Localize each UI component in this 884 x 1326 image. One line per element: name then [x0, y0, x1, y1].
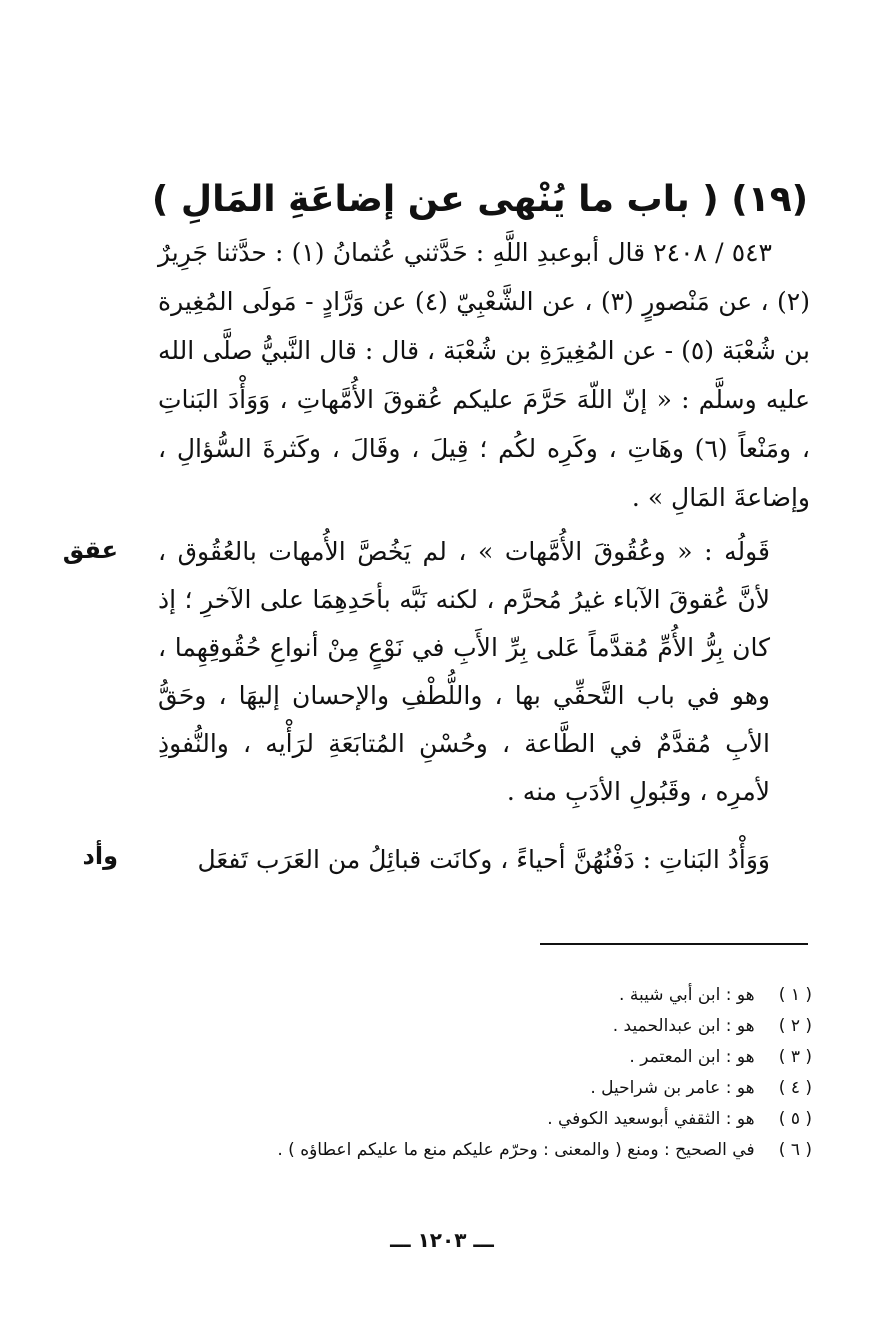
margin-keyword-wad: وأد	[82, 842, 118, 870]
footnote-text: هو : ابن المعتمر .	[629, 1047, 755, 1067]
commentary-text: قَولُه : « وعُقُوقَ الأُمَّهات » ، لم يَخُصَّ الأُمهات بالعُقُوق ، لأنَّ عُقوقَ الآباء غيرُ مُحرَّم ، لكنه نَبَّه بأحَدِهِمَا على الآخرِ ؛ إذ كان بِرُّ الأُمِّ مُقدَّماً عَلى بِرِّ الأَبِ في نَوْعٍ مِنْ أنواعِ حُقُوقِهِما ، وهو في باب التَّحفِّي بها ، واللُّطْفِ والإحسان إليهَا ، وحَقُّ الأبِ مُقدَّمٌ في الطَّاعة ، وحُسْنِ المُتابَعَةِ لرَأْيه ، والنُّفوذِ لأمرِه ، وقَبُولِ الأدَبِ منه .	[158, 537, 770, 806]
hadith-text	[158, 228, 810, 522]
footnote-item	[200, 1135, 812, 1166]
footnotes-list	[200, 980, 812, 1166]
footnote-divider	[540, 943, 808, 945]
commentary-paragraph-2	[158, 836, 770, 884]
hadith-paragraph: ٥٤٣ / ٢٤٠٨ قال أبوعبدِ اللَّهِ : حَدَّثني عُثمانُ (١) : حدَّثنا جَرِيرٌ (٢) ، عن مَنْصورٍ (٣) ، عن الشَّعْبِيّ (٤) عن وَرَّادٍ - مَولَى المُغِيرة بن شُعْبَة (٥) - عن المُغِيرَةِ بن شُعْبَة ، قال : قال النَّبيُّ صلَّى الله عليه وسلَّم : « إنّ اللّهَ حَرَّمَ عليكم عُقوقَ الأُمَّهاتِ ، وَوَأْدَ البَناتِ ، ومَنْعاً (٦) وهَاتِ ، وكَرِه لكُم ؛ قِيلَ ، وقَالَ ، وكَثرةَ السُّؤالِ ، وإضاعةَ المَالِ » .	[158, 238, 810, 512]
footnote-text: هو : الثقفي أبوسعيد الكوفي .	[547, 1109, 755, 1129]
commentary-text: وَوَأْدُ البَناتِ : دَفْنُهُنَّ أحياءً ، وكانَت قبائِلُ من العَرَب تَفعَل	[197, 845, 770, 874]
chapter-title: (١٩) ( باب ما يُنْهى عن إضاعَةِ المَالِ )	[151, 179, 809, 220]
footnote-item	[200, 1104, 812, 1135]
footnote-item	[200, 980, 812, 1011]
footnote-number: ( ٢ )	[778, 1016, 812, 1036]
commentary-paragraph-1	[158, 528, 770, 816]
footnote-number: ( ٤ )	[778, 1078, 812, 1098]
page-number: ـــ ١٢٠٣ ـــ	[390, 1228, 494, 1252]
footnote-number: ( ٣ )	[778, 1047, 812, 1067]
footnote-item	[200, 1042, 812, 1073]
margin-keyword-aqq: عقق	[62, 536, 118, 564]
footnote-text: هو : ابن عبدالحميد .	[612, 1016, 755, 1036]
footnote-number: ( ١ )	[778, 985, 812, 1005]
footnote-number: ( ٥ )	[778, 1109, 812, 1129]
footnote-text: هو : عامر بن شراحيل .	[590, 1078, 755, 1098]
footnote-text: في الصحيح : ومنع ( والمعنى : وحرّم عليكم منع ما عليكم اعطاؤه ) .	[277, 1140, 755, 1160]
footnote-item	[200, 1073, 812, 1104]
footnote-number: ( ٦ )	[778, 1140, 812, 1160]
footnote-text: هو : ابن أبي شيبة .	[619, 985, 755, 1005]
footnote-item	[200, 1011, 812, 1042]
